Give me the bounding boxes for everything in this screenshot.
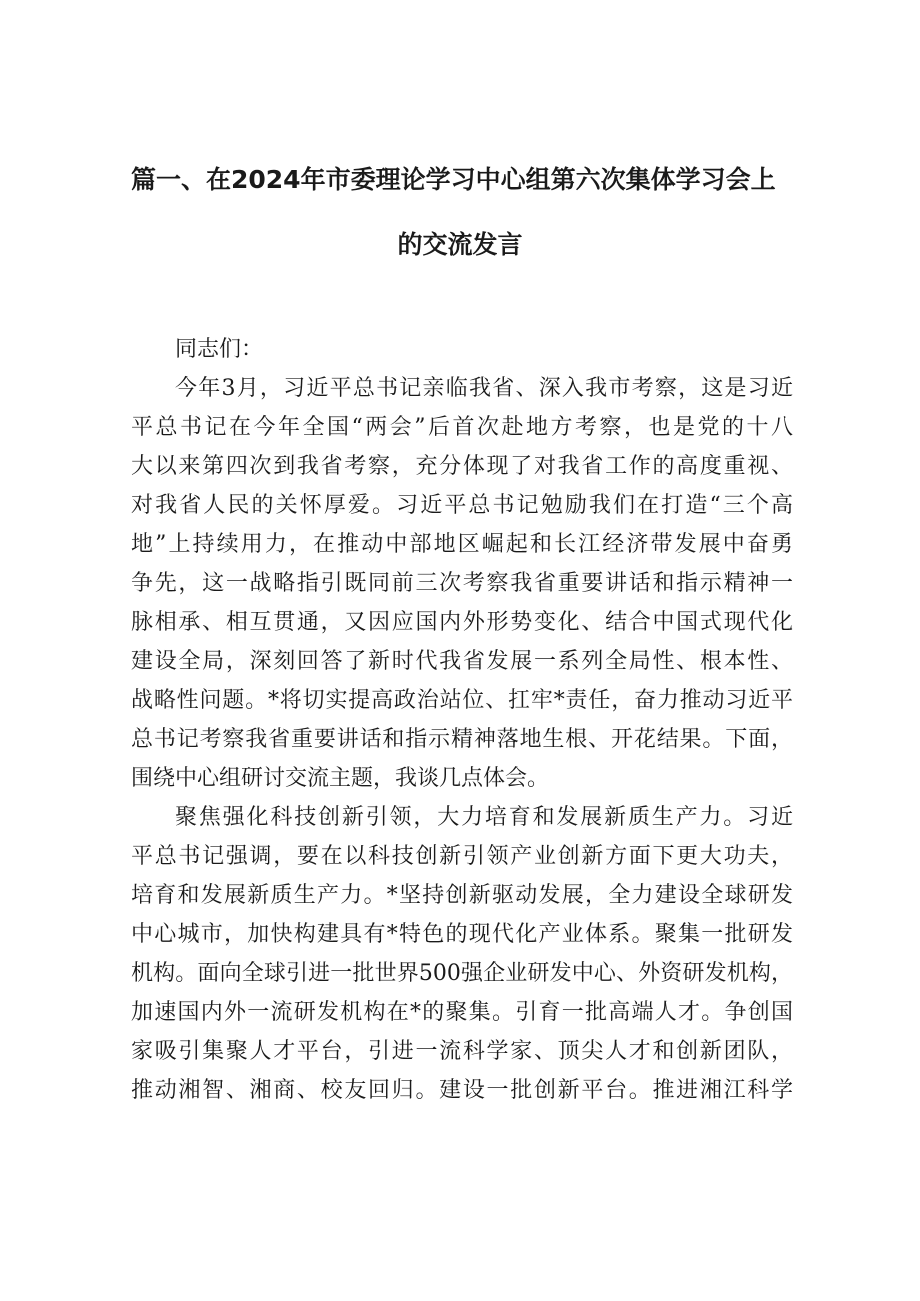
paragraph-line: 围绕中心组研讨交流主题，我谈几点体会。 <box>131 766 550 791</box>
document-title-line-1: 篇一、在2024年市委理论学习中心组第六次集体学习会上 <box>131 165 776 194</box>
salutation: 同志们： <box>175 337 264 362</box>
paragraph-line: 培育和发展新质生产力。*坚持创新驱动发展，全力建设全球研发 <box>131 883 793 908</box>
paragraph-line: 战略性问题。*将切实提高政治站位、扛牢*责任，奋力推动习近平 <box>131 688 793 713</box>
paragraph-line: 今年3月，习近平总书记亲临我省、深入我市考察，这是习近 <box>175 376 793 401</box>
paragraph-line: 家吸引集聚人才平台，引进一流科学家、顶尖人才和创新团队， <box>131 1039 793 1064</box>
paragraph-line: 总书记考察我省重要讲话和指示精神落地生根、开花结果。下面， <box>131 727 793 752</box>
paragraph-line: 对我省人民的关怀厚爱。习近平总书记勉励我们在打造“三个高 <box>131 493 793 518</box>
paragraph-line: 平总书记在今年全国“两会”后首次赴地方考察，也是党的十八 <box>131 415 793 440</box>
paragraph-line: 聚焦强化科技创新引领，大力培育和发展新质生产力。习近 <box>175 805 793 830</box>
paragraph-line: 争先，这一战略指引既同前三次考察我省重要讲话和指示精神一 <box>131 571 793 596</box>
paragraph-line: 加速国内外一流研发机构在*的聚集。引育一批高端人才。争创国 <box>131 1000 793 1025</box>
paragraph-line: 中心城市，加快构建具有*特色的现代化产业体系。聚集一批研发 <box>131 922 793 947</box>
paragraph-line: 建设全局，深刻回答了新时代我省发展一系列全局性、根本性、 <box>131 649 793 674</box>
paragraph-line: 地”上持续用力，在推动中部地区崛起和长江经济带发展中奋勇 <box>131 532 793 557</box>
document-body <box>131 330 793 1110</box>
paragraph-line: 推动湘智、湘商、校友回归。建设一批创新平台。推进湘江科学 <box>131 1078 793 1103</box>
document-title-line-2: 的交流发言 <box>397 230 523 259</box>
paragraph-line: 机构。面向全球引进一批世界500强企业研发中心、外资研发机构， <box>131 961 793 986</box>
paragraph-1 <box>131 369 793 798</box>
paragraph-line: 平总书记强调，要在以科技创新引领产业创新方面下更大功夫， <box>131 844 793 869</box>
paragraph-2 <box>131 798 793 1110</box>
paragraph-line: 大以来第四次到我省考察，充分体现了对我省工作的高度重视、 <box>131 454 793 479</box>
paragraph-line: 脉相承、相互贯通，又因应国内外形势变化、结合中国式现代化 <box>131 610 793 635</box>
